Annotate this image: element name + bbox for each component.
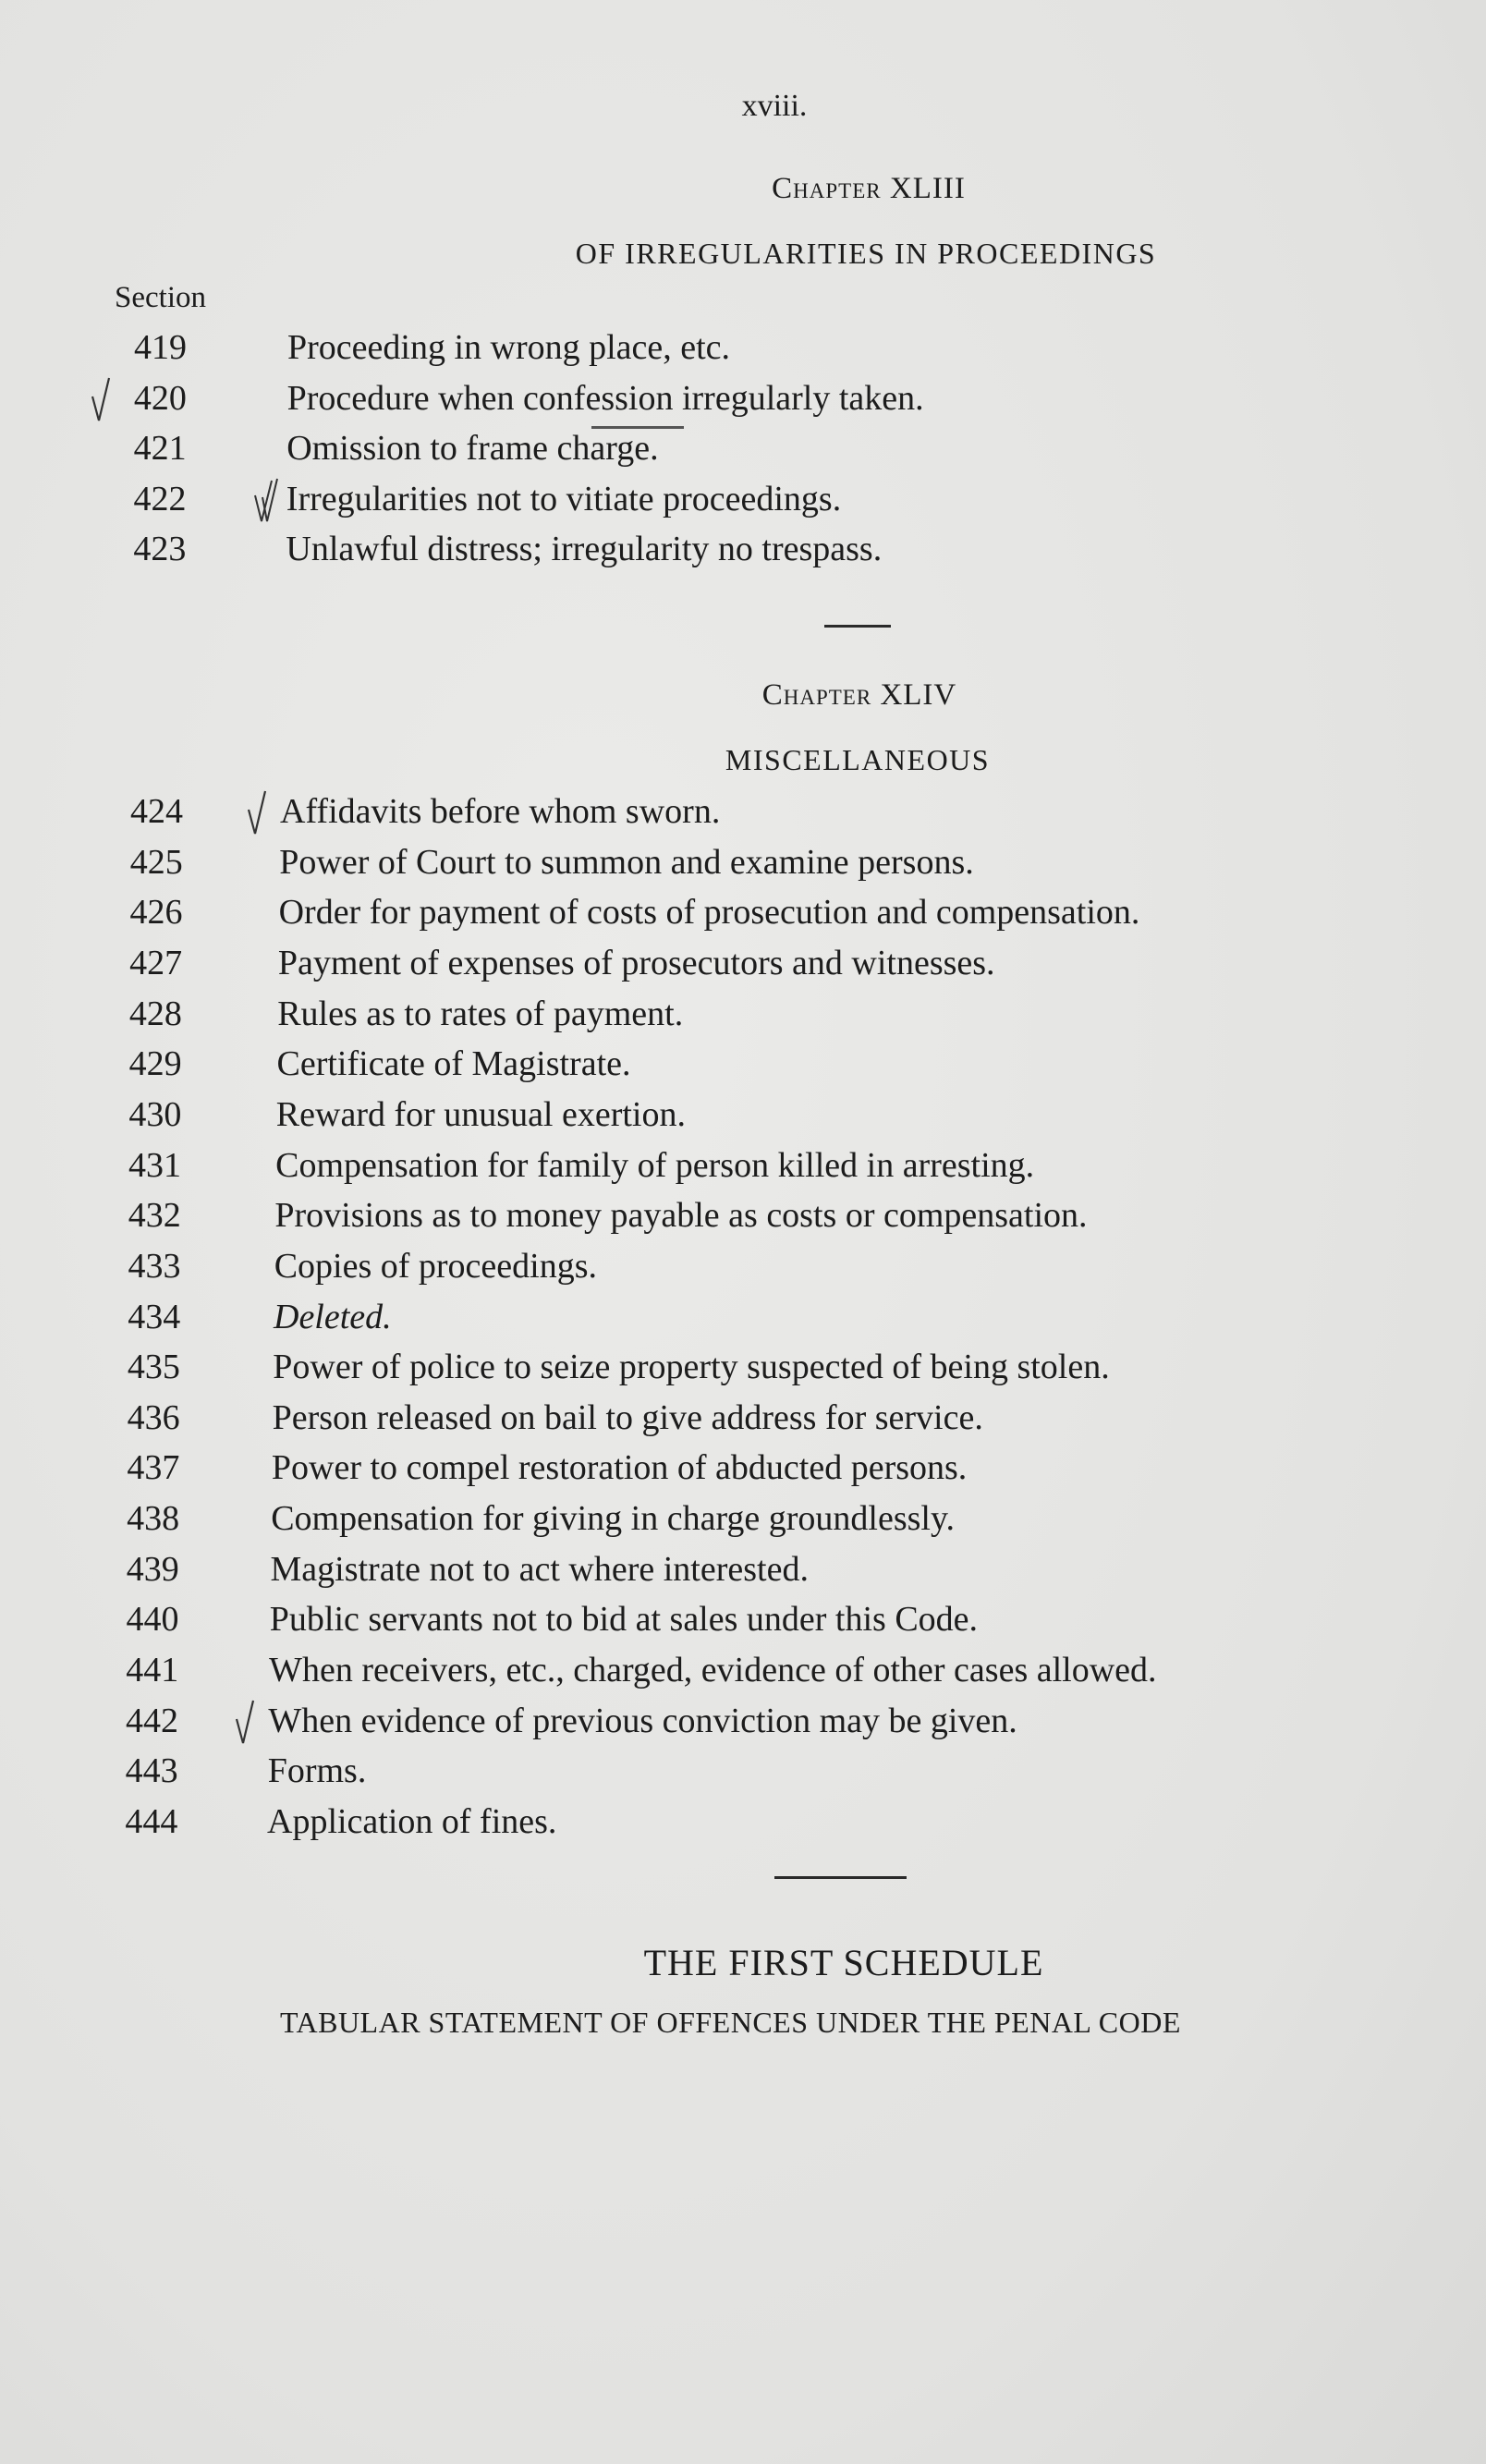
chapter-label-text: Chapter XLIV [761,678,957,712]
chapter-xliv-title: MISCELLANEOUS [725,743,991,776]
section-number: 429 [128,1044,182,1084]
section-number: 435 [127,1348,180,1387]
section-title: Person released on bail to give address for service. [272,1397,983,1437]
section-title: Proceeding in wrong place, etc. [287,328,731,367]
section-column-header: Section [115,281,206,314]
section-number: 428 [128,994,182,1033]
section-title: Magistrate not to act where interested. [270,1549,809,1589]
section-title: Compensation for giving in charge groundlessly. [271,1499,956,1539]
section-title: When evidence of previous conviction may be given. [268,1701,1017,1740]
section-title: Payment of expenses of prosecutors and witnesses. [277,943,995,982]
section-title: Power of Court to summon and examine persons. [279,842,974,882]
section-title: Compensation for family of person killed in arresting. [275,1145,1035,1185]
section-title: Provisions as to money payable as costs or compensation. [274,1196,1088,1236]
section-title: Omission to frame charge. [286,429,659,468]
double-checkmark-icon [253,477,281,530]
page-number: xviii. [741,89,808,123]
divider [774,1876,907,1879]
section-number: 438 [127,1499,180,1539]
chapter-xliv-label [762,678,957,713]
section-number: 433 [128,1246,181,1286]
section-number: 419 [134,328,187,367]
section-title: Reward for unusual exertion. [275,1094,686,1134]
checkmark-icon [247,789,274,842]
section-number: 437 [127,1448,180,1488]
section-number: 443 [125,1751,178,1791]
chapter-xliii-label [772,172,966,206]
section-number: 434 [128,1297,181,1336]
section-title: Certificate of Magistrate. [276,1044,631,1084]
section-title: Rules as to rates of payment. [277,994,684,1033]
section-number: 441 [126,1651,179,1690]
section-title: Irregularities not to vitiate proceedings. [286,479,842,518]
section-title: Unlawful distress; irregularity no trespass. [286,530,883,568]
section-title: Order for payment of costs of prosecution and compensation. [278,893,1140,933]
divider [824,625,891,628]
chapter-label-text: Chapter XLIII [772,172,966,205]
section-title: Application of fines. [267,1802,557,1841]
section-number: 424 [130,792,183,831]
section-title: Power of police to seize property suspected of being stolen. [273,1348,1110,1387]
section-number: 444 [125,1802,178,1841]
section-number: 426 [129,893,183,933]
section-number: 427 [129,943,183,982]
checkmark-icon [235,1699,262,1751]
chapter-xliii-title: OF IRREGULARITIES IN PROCEEDINGS [575,237,1157,270]
section-title: Forms. [267,1751,367,1791]
section-number: 423 [133,530,187,568]
section-title: Copies of proceedings. [274,1246,597,1286]
schedule-subtitle: TABULAR STATEMENT OF OFFENCES UNDER THE PENAL CODE [280,2006,1181,2039]
section-number: 432 [128,1196,181,1236]
section-number: 439 [126,1549,179,1589]
section-title: Power to compel restoration of abducted persons. [271,1448,968,1488]
checkmark-icon [91,376,118,429]
section-title: Public servants not to bid at sales under this Code. [269,1600,979,1640]
section-number: 421 [133,429,187,468]
section-number: 431 [128,1145,182,1185]
section-number: 430 [128,1094,182,1134]
schedule-title: THE FIRST SCHEDULE [643,1942,1044,1983]
section-number: 442 [125,1701,178,1740]
section-number: 422 [133,479,187,518]
section-number: 425 [129,842,183,882]
section-title: Procedure when confession irregularly taken. [286,378,924,418]
section-number: 420 [133,378,187,418]
section-title: Deleted. [274,1297,392,1336]
section-title: Affidavits before whom sworn. [280,792,721,831]
section-number: 436 [127,1397,180,1437]
section-title: When receivers, etc., charged, evidence of other cases allowed. [269,1651,1157,1690]
section-number: 440 [126,1600,179,1640]
